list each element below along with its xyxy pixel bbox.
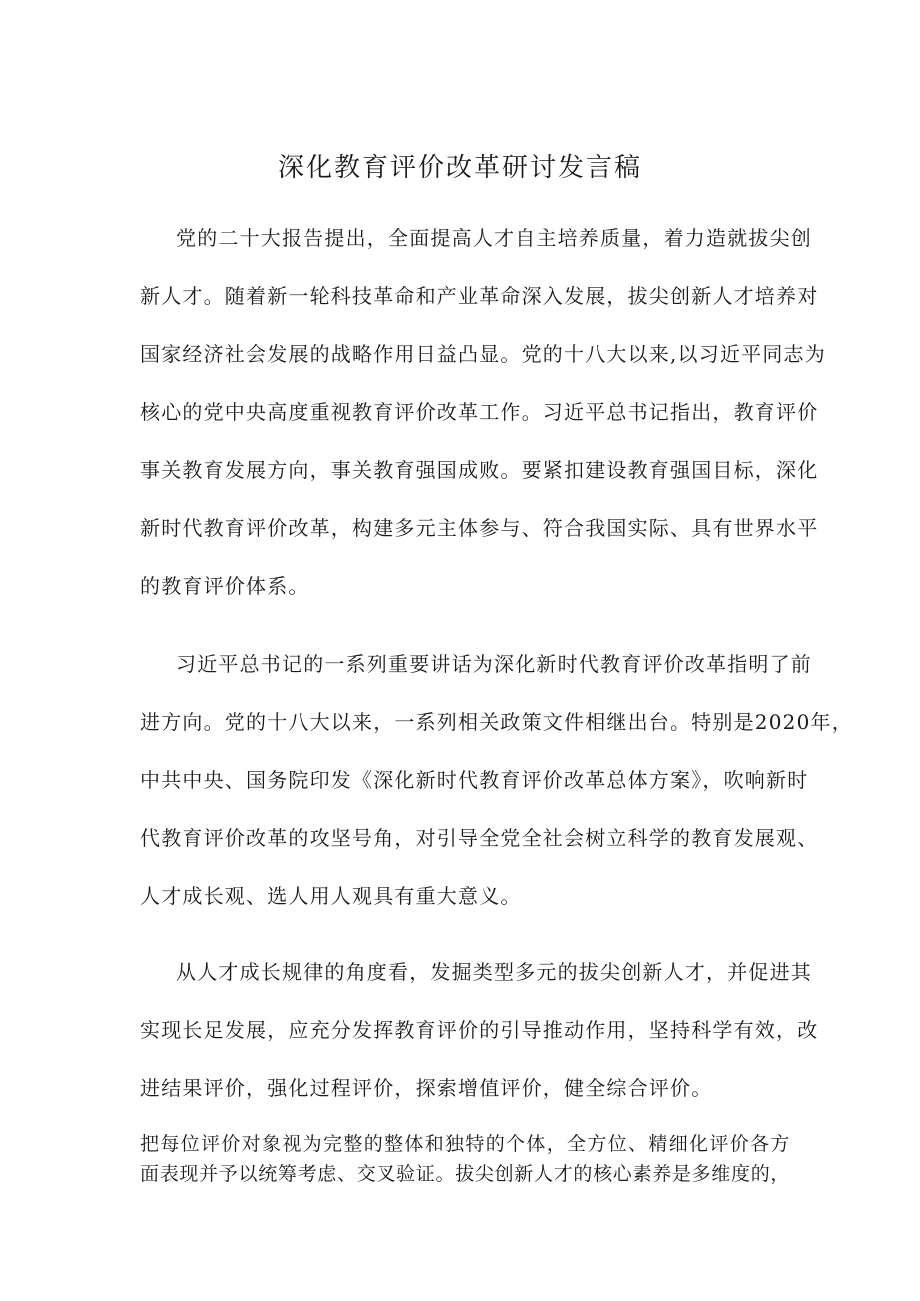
paragraph-4-line-2: 面表现并予以统筹考虑、交叉验证。拔尖创新人才的核心素养是多维度的， <box>140 1163 790 1185</box>
paragraph-1-line-3: 国家经济社会发展的战略作用日益凸显。党的十八大以来,以习近平同志为 <box>140 342 826 366</box>
paragraph-1-line-5: 事关教育发展方向，事关教育强国成败。要紧扣建设教育强国目标，深化 <box>140 458 819 482</box>
paragraph-3-line-1: 从人才成长规律的角度看，发掘类型多元的拔尖创新人才，并促进其 <box>176 960 812 984</box>
paragraph-1-line-2: 新人才。随着新一轮科技革命和产业革命深入发展，拔尖创新人才培养对 <box>140 284 819 308</box>
paragraph-1-line-7: 的教育评价体系。 <box>140 574 310 598</box>
document-title: 深化教育评价改革研讨发言稿 <box>277 153 642 183</box>
paragraph-2-line-2: 进方向。党的十八大以来，一系列相关政策文件相继出台。特别是2020年， <box>140 710 853 734</box>
paragraph-3-line-2: 实现长足发展，应充分发挥教育评价的引导推动作用，坚持科学有效，改 <box>140 1018 819 1042</box>
paragraph-2-line-1: 习近平总书记的一系列重要讲话为深化新时代教育评价改革指明了前 <box>176 652 812 676</box>
paragraph-3-line-3: 进结果评价，强化过程评价，探索增值评价，健全综合评价。 <box>140 1076 713 1100</box>
paragraph-1-line-4: 核心的党中央高度重视教育评价改革工作。习近平总书记指出，教育评价 <box>140 400 819 424</box>
paragraph-1-line-6: 新时代教育评价改革，构建多元主体参与、符合我国实际、具有世界水平 <box>140 516 819 540</box>
paragraph-1-line-1: 党的二十大报告提出，全面提高人才自主培养质量，着力造就拔尖创 <box>176 226 812 250</box>
paragraph-2-line-3: 中共中央、国务院印发《深化新时代教育评价改革总体方案》，吹响新时 <box>140 768 809 792</box>
paragraph-4-line-1: 把每位评价对象视为完整的整体和独特的个体，全方位、精细化评价各方 <box>140 1133 790 1155</box>
paragraph-2-line-4: 代教育评价改革的攻坚号角，对引导全党全社会树立科学的教育发展观、 <box>140 826 819 850</box>
paragraph-2-line-5: 人才成长观、选人用人观具有重大意义。 <box>140 884 522 908</box>
